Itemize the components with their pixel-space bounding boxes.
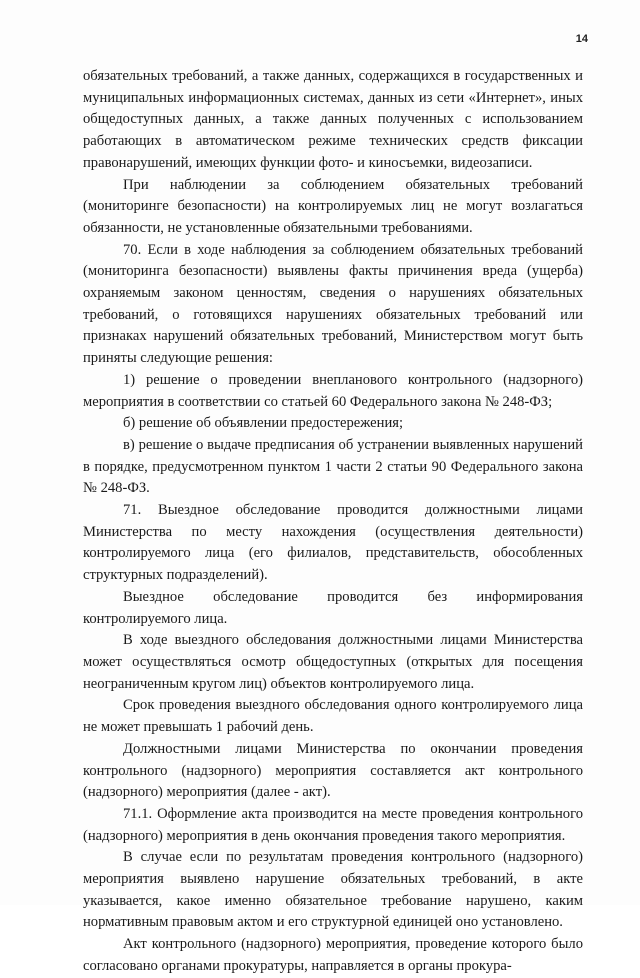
paragraph: 70. Если в ходе наблюдения за соблюдением обязательных требований (мониторинга безопасности) выявлены факты причинения вреда (ущерба) охраняемым законом ценностям, сведения о нарушениях обязательных требований, о готовящихся нарушениях обязательных требований или признаках нарушений обязательных требований, Министерством могут быть приняты следующие решения: bbox=[83, 241, 583, 367]
paragraph: 1) решение о проведении внепланового контрольного (надзорного) мероприятия в соответствии со статьей 60 Федерального закона № 248-ФЗ; bbox=[83, 371, 583, 410]
paragraph: Срок проведения выездного обследования одного контролируемого лица не может превышать 1 рабочий день. bbox=[83, 697, 583, 736]
paragraph: Выездное обследование проводится без информирования контролируемого лица. bbox=[83, 588, 583, 627]
paragraph: Должностными лицами Министерства по окончании проведения контрольного (надзорного) мероприятия составляется акт контрольного (надзорного) мероприятия (далее - акт). bbox=[83, 740, 583, 801]
paragraph: В случае если по результатам проведения контрольного (надзорного) мероприятия выявлено нарушение обязательных требований, в акте указывается, какое именно обязательное требование нарушено, каким нормативным правовым актом и его структурной единицей оно установлено. bbox=[83, 849, 583, 931]
paragraph: При наблюдении за соблюдением обязательных требований (мониторинге безопасности) на контролируемых лиц не могут возлагаться обязанности, не установленные обязательными требованиями. bbox=[83, 176, 583, 236]
paragraph: б) решение об объявлении предостережения; bbox=[123, 415, 404, 432]
document-body bbox=[83, 66, 583, 978]
paragraph: Акт контрольного (надзорного) мероприятия, проведение которого было согласовано органами прокуратуры, направляется в органы прокура- bbox=[83, 936, 583, 974]
paragraph: В ходе выездного обследования должностными лицами Министерства может осуществляться осмотр общедоступных (открытых для посещения неограниченным кругом лиц) объектов контролируемого лица. bbox=[83, 632, 583, 692]
paragraph: 71. Выездное обследование проводится должностными лицами Министерства по месту нахождения (осуществления деятельности) контролируемого лица (его филиалов, представительств, обособленных структурных подразделений). bbox=[83, 502, 583, 584]
paragraph: обязательных требований, а также данных, содержащихся в государственных и муниципальных информационных системах, данных из сети «Интернет», иных общедоступных данных, а также данных полученных с использованием работающих в автоматическом режиме технических средств фиксации правонарушений, имеющих функции фото- и киносъемки, видеозаписи. bbox=[83, 68, 583, 171]
page-number: 14 bbox=[575, 33, 588, 45]
paragraph: 71.1. Оформление акта производится на месте проведения контрольного (надзорного) мероприятия в день окончания проведения такого мероприятия. bbox=[83, 805, 583, 844]
paragraph: в) решение о выдаче предписания об устранении выявленных нарушений в порядке, предусмотренном пунктом 1 части 2 статьи 90 Федерального закона № 248-ФЗ. bbox=[83, 436, 583, 497]
